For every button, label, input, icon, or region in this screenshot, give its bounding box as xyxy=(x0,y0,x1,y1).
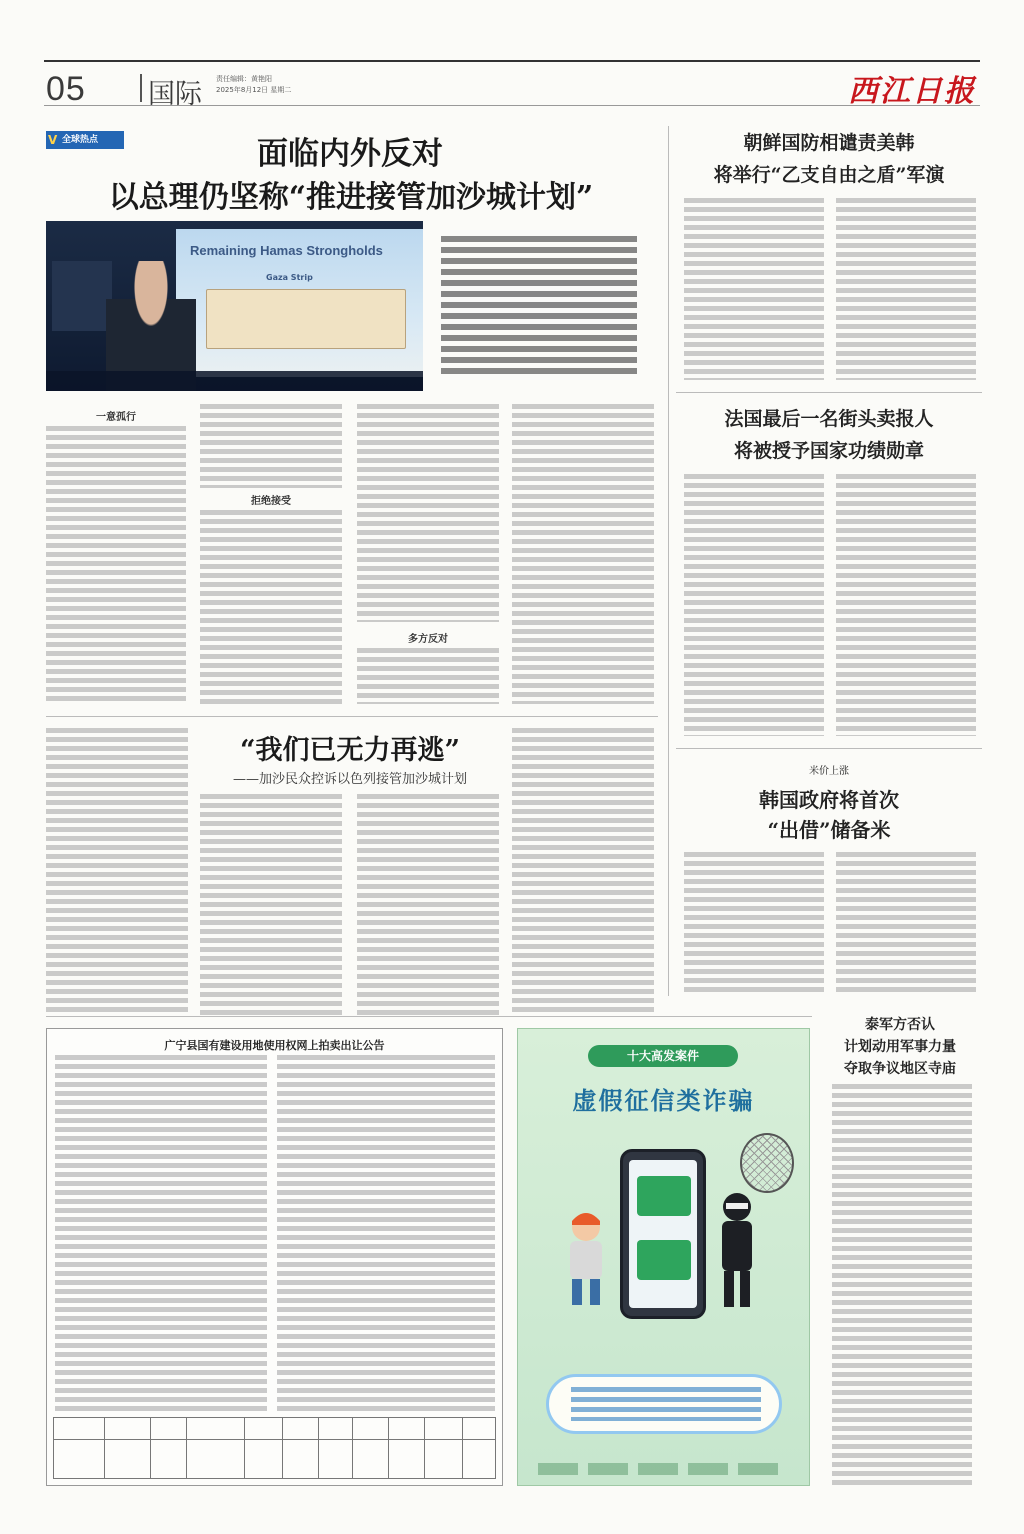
lead-summary xyxy=(441,236,637,374)
divider xyxy=(46,1016,812,1017)
lead-body-column xyxy=(357,648,499,704)
butterfly-net-icon xyxy=(740,1133,794,1193)
right-story-4-headline-line2: 计划动用军事力量 xyxy=(844,1039,956,1055)
ad-title: 虚假征信类诈骗 xyxy=(572,1086,755,1115)
editor-name: 责任编辑：黄艳阳 xyxy=(216,75,272,83)
second-headline: “我们已无力再逃” xyxy=(239,735,461,766)
right-story-3-headline-line2: “出借”储备米 xyxy=(767,818,891,842)
chat-bubble xyxy=(637,1240,691,1280)
anti-fraud-ad xyxy=(517,1028,810,1486)
second-body-column xyxy=(357,794,499,1016)
right-story-4-headline-line3: 夺取争议地区寺庙 xyxy=(844,1061,956,1077)
right-story-1-body xyxy=(836,198,976,380)
badge-v-icon: V xyxy=(48,133,58,147)
table-col-divider xyxy=(388,1418,389,1478)
photo-podium xyxy=(52,261,112,331)
photo-screen xyxy=(176,229,423,377)
ad-warning-text xyxy=(571,1387,761,1421)
right-story-3-headline-line1: 韩国政府将首次 xyxy=(759,788,899,812)
lead-body-column xyxy=(512,404,654,704)
issue-date: 2025年8月12日 星期二 xyxy=(216,86,292,94)
table-col-divider xyxy=(186,1418,187,1478)
lead-subhead-2: 拒绝接受 xyxy=(251,496,291,507)
table-col-divider xyxy=(352,1418,353,1478)
photo-screen-subtitle: Gaza Strip xyxy=(266,273,313,282)
land-auction-announcement xyxy=(46,1028,503,1486)
editor-info xyxy=(216,74,291,96)
page-number: 05 xyxy=(46,70,86,108)
section-title: 国际 xyxy=(148,79,202,110)
table-col-divider xyxy=(150,1418,151,1478)
lead-subhead-1: 一意孤行 xyxy=(96,412,136,423)
right-story-4-headline-line1: 泰军方否认 xyxy=(865,1017,935,1033)
announcement-title: 广宁县国有建设用地使用权网上拍卖出让公告 xyxy=(164,1039,385,1052)
section-badge xyxy=(46,131,124,149)
right-story-3-body xyxy=(836,852,976,992)
badge-label: 全球热点 xyxy=(62,135,99,145)
second-subheadline: ——加沙民众控诉以色列接管加沙城计划 xyxy=(232,772,467,787)
worried-person-icon xyxy=(556,1209,616,1309)
scammer-icon xyxy=(714,1189,760,1309)
ad-sponsor-logos xyxy=(538,1463,788,1475)
table-col-divider xyxy=(244,1418,245,1478)
photo-map xyxy=(206,289,406,349)
right-story-4-body xyxy=(832,1084,972,1486)
photo-screen-title: Remaining Hamas Strongholds xyxy=(190,243,383,258)
ad-series-label: 十大高发案件 xyxy=(588,1045,738,1067)
second-body-column xyxy=(200,794,342,1016)
right-story-1-headline-line2: 将举行“乙支自由之盾”军演 xyxy=(713,164,945,186)
right-story-2-body xyxy=(836,474,976,736)
table-col-divider xyxy=(318,1418,319,1478)
right-story-2-headline-line2: 将被授予国家功绩勋章 xyxy=(733,440,924,462)
lead-body-column xyxy=(200,404,342,488)
lead-headline-line2: 以总理仍坚称“推进接管加沙城计划” xyxy=(108,180,594,215)
lead-headline-line1: 面临内外反对 xyxy=(257,136,443,172)
announcement-text-column xyxy=(55,1055,267,1411)
table-col-divider xyxy=(282,1418,283,1478)
column-divider xyxy=(668,126,669,996)
second-body-column xyxy=(512,728,654,1016)
ad-warning-box xyxy=(546,1374,782,1434)
right-story-2-headline-line1: 法国最后一名街头卖报人 xyxy=(724,408,934,430)
phone-screen xyxy=(629,1160,697,1308)
table-col-divider xyxy=(424,1418,425,1478)
lead-body-column xyxy=(46,426,186,704)
right-story-1-body xyxy=(684,198,824,380)
lead-body-column xyxy=(200,510,342,704)
second-body-column xyxy=(46,728,188,1016)
divider xyxy=(676,392,982,393)
table-col-divider xyxy=(104,1418,105,1478)
right-story-2-body xyxy=(684,474,824,736)
header-divider xyxy=(140,74,142,102)
page-header xyxy=(44,60,980,110)
chat-bubble xyxy=(637,1176,691,1216)
right-story-1-headline-line1: 朝鲜国防相谴责美韩 xyxy=(743,132,915,154)
lead-body-column xyxy=(357,404,499,622)
lead-subhead-3: 多方反对 xyxy=(408,634,448,645)
divider xyxy=(46,716,658,717)
right-story-3-kicker: 米价上涨 xyxy=(809,766,849,777)
photo-caption xyxy=(46,371,423,391)
smartphone-icon xyxy=(620,1149,706,1319)
right-story-3-body xyxy=(684,852,824,992)
divider xyxy=(676,748,982,749)
announcement-table xyxy=(53,1417,496,1479)
announcement-text-column xyxy=(277,1055,495,1411)
newspaper-logo: 西江日报 xyxy=(848,74,976,109)
announcement-table-header xyxy=(54,1418,495,1440)
lead-photo xyxy=(46,221,423,391)
table-col-divider xyxy=(462,1418,463,1478)
